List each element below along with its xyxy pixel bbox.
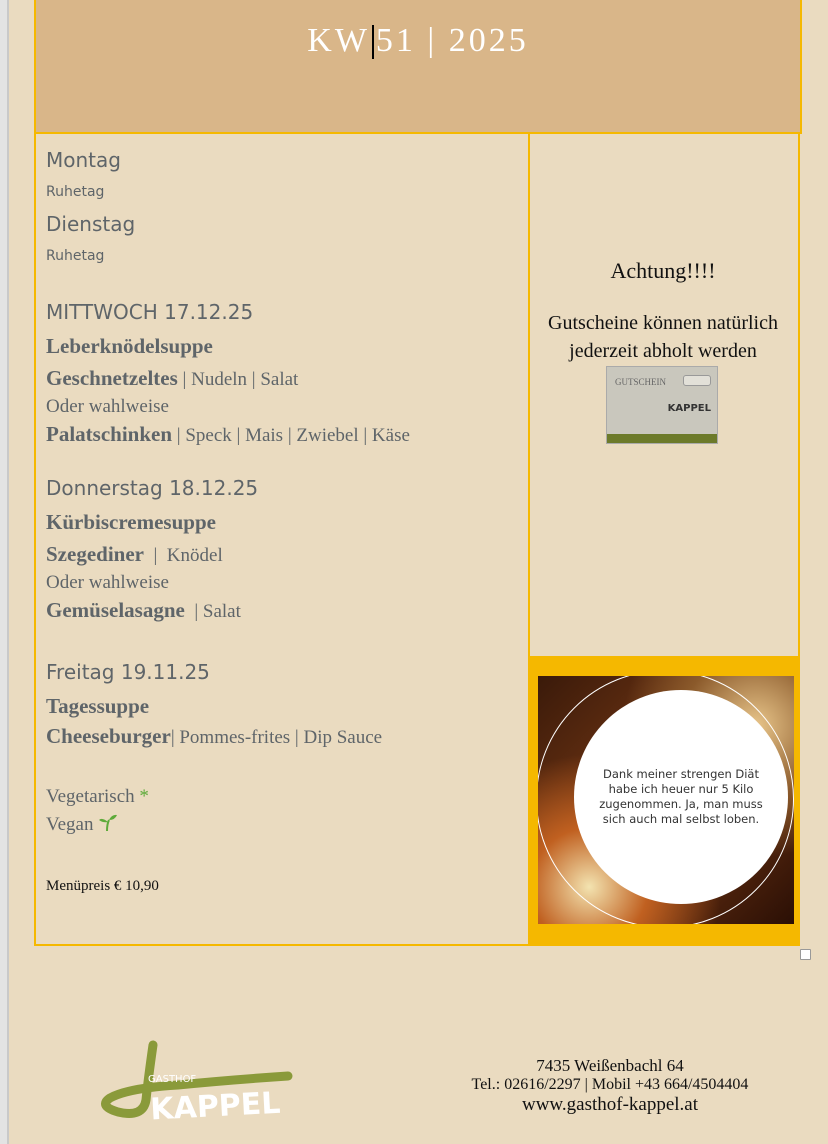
- monday-note: Ruhetag: [46, 184, 105, 200]
- friday-soup: Tagessuppe: [46, 694, 150, 718]
- svg-text:GASTHOF: GASTHOF: [148, 1074, 197, 1085]
- week-header: [34, 0, 802, 134]
- address-line: 7435 Weißenbachl 64: [536, 1056, 684, 1075]
- voucher-label: GUTSCHEIN: [615, 377, 666, 387]
- website-link[interactable]: www.gasthof-kappel.at: [521, 1094, 699, 1115]
- voucher-logo: KAPPEL: [667, 403, 711, 414]
- thursday-main1: Szegediner | Knödel: [46, 542, 223, 566]
- day-thursday: Donnerstag 18.12.25: [46, 476, 259, 500]
- promo-box: [528, 656, 800, 946]
- asterisk-icon: *: [139, 786, 149, 807]
- tuesday-note: Ruhetag: [46, 248, 105, 264]
- seedling-icon: [98, 814, 118, 835]
- day-friday: Freitag 19.11.25: [46, 660, 210, 684]
- menu-column: [34, 134, 530, 946]
- voucher-footer-bar: [607, 434, 717, 443]
- friday-main1: Cheeseburger| Pommes-frites | Dip Sauce: [46, 724, 383, 748]
- promo-quote: Dank meiner strengen Diät habe ich heuer nur 5 Kilo zugenommen. Ja, man muss sich auch mal selbst loben.: [599, 767, 763, 826]
- wednesday-main1: Geschnetzeltes | Nudeln | Salat: [46, 366, 299, 390]
- voucher-image: [606, 366, 718, 444]
- thursday-main2: Gemüselasagne | Salat: [46, 598, 241, 622]
- kw-label: KW: [307, 22, 370, 59]
- thursday-soup: Kürbiscremesuppe: [46, 510, 216, 534]
- week-number: 51 | 2025: [375, 22, 529, 59]
- wednesday-soup: Leberknödelsuppe: [46, 334, 213, 358]
- voucher-amount-box: [683, 375, 711, 386]
- notice-title: Achtung!!!!: [610, 258, 716, 283]
- day-wednesday: MITTWOCH 17.12.25: [46, 300, 254, 324]
- wednesday-main2: Palatschinken | Speck | Mais | Zwiebel | Käse: [46, 422, 410, 446]
- left-margin-bar: [0, 0, 9, 1144]
- sparkler-image: [538, 676, 794, 924]
- wednesday-or: Oder wahlweise: [46, 396, 169, 417]
- notice-panel: [528, 134, 800, 656]
- gasthof-kappel-logo: [98, 1040, 298, 1126]
- menu-price: Menüpreis € 10,90: [46, 878, 159, 894]
- day-tuesday: Dienstag: [46, 212, 136, 236]
- legend-vegan: Vegan: [46, 814, 118, 836]
- phone-line: Tel.: 02616/2297 | Mobil +43 664/4504404: [471, 1076, 749, 1093]
- contact-info: [440, 1056, 780, 1116]
- notice-line2: jederzeit abholt werden: [569, 340, 757, 362]
- thursday-or: Oder wahlweise: [46, 572, 169, 593]
- notice-line1: Gutscheine können natürlich: [548, 312, 778, 334]
- week-title: [36, 22, 800, 60]
- resize-handle[interactable]: [800, 949, 811, 960]
- text-cursor: [372, 25, 374, 59]
- legend-vegetarian: Vegetarisch *: [46, 786, 149, 807]
- day-monday: Montag: [46, 148, 121, 172]
- svg-text:KAPPEL: KAPPEL: [149, 1085, 282, 1126]
- quote-circle: [574, 690, 788, 904]
